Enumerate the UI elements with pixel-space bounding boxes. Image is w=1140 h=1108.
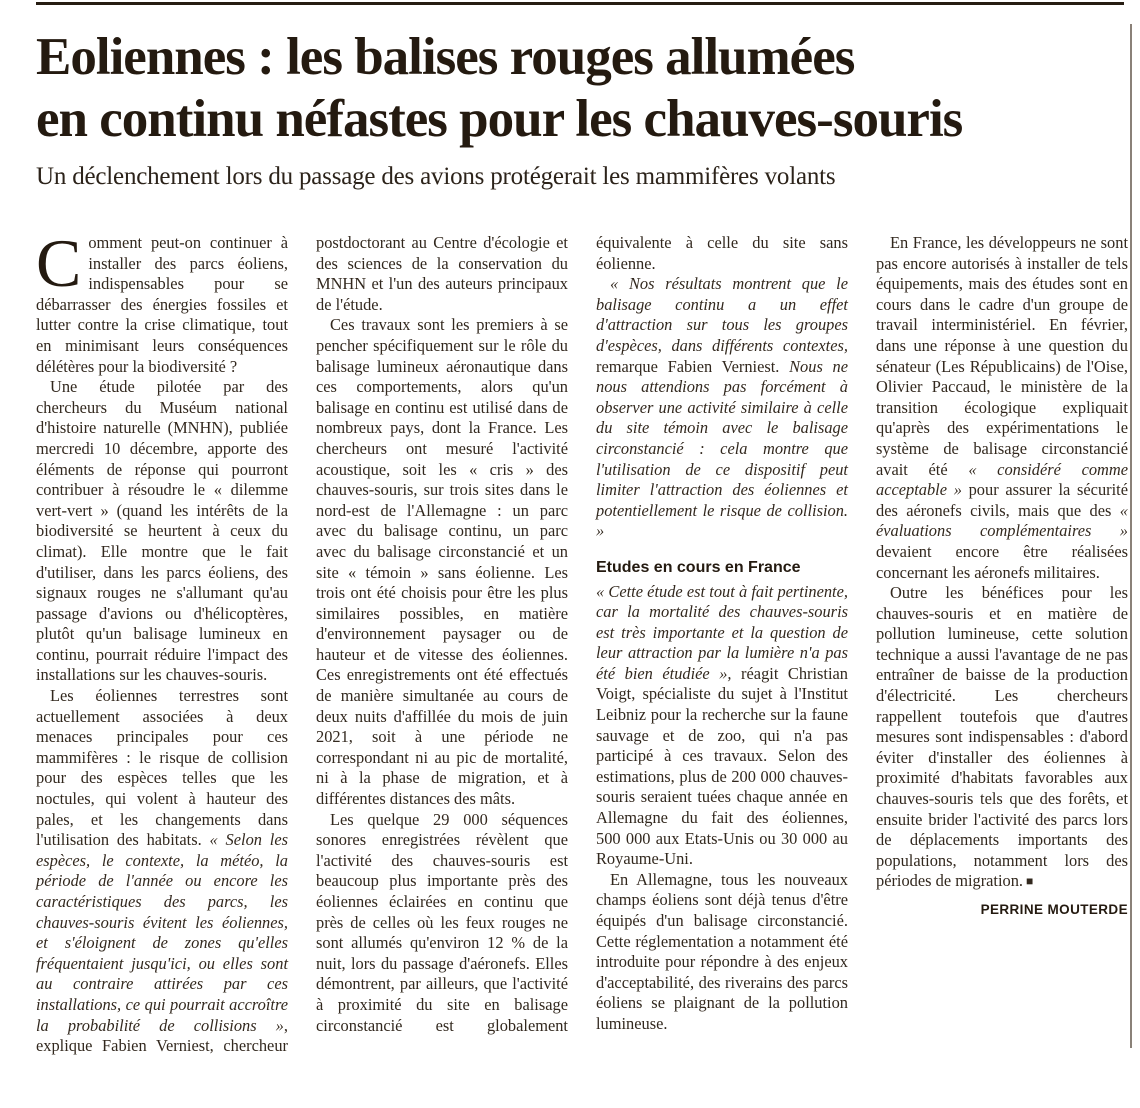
article bbox=[36, 0, 1128, 1075]
article-subtitle: Un déclenchement lors du passage des avions protégerait les mammifères volants bbox=[36, 163, 836, 190]
body-text: , explique Fabien Verniest, chercheur postdoctorant au Centre d'écologie et des sciences de la conservation du MNHN et l'un des auteurs principaux de l'étude. bbox=[36, 233, 568, 1056]
end-mark: ■ bbox=[1026, 874, 1034, 889]
body-text: pour assurer la sécurité des aéronefs civils, mais que des bbox=[876, 480, 1128, 520]
quote-text: « Cette étude est tout à fait pertinente, car la mortalité des chauves-souris est très importante et la question de leur attraction par la lumière n'a pas été bien étudiée », bbox=[596, 581, 848, 683]
column-divider-rule bbox=[1130, 24, 1132, 1048]
body-text: Les quelque 29 000 séquences sonores enregistrées révèlent que l'activité des chauves-souris est beaucoup plus importante près des éoliennes éclairées en continu que près de celles où les feux rouges ne sont allumés qu'environ 12 % de la nuit, lors du passage d'aéronefs. Elles démontrent, par ailleurs, que l'activité à proximité du site en balisage circonstancié est globalement équivalente à celle du site sans éolienne. bbox=[316, 233, 848, 1035]
article-title-line-2: en continu néfastes pour les chauves-souris bbox=[36, 90, 963, 148]
body-text: En France, les développeurs ne sont pas encore autorisés à installer de tels équipements, mais des études sont en cours dans le cadre d'un groupe de travail interministériel. En février, dans une réponse à une question du sénateur (Les Républicains) de l'Oise, Olivier Paccaud, le ministère de la transition écologique expliquait qu'après des expérimentations le système de balisage circonstancié avait été bbox=[876, 233, 1128, 479]
body-text: réagit Christian Voigt, spécialiste du sujet à l'Institut Leibniz pour la recherche sur la faune sauvage et de zoo, qui n'a pas participé à ces travaux. Selon des estimations, plus de 200 000 chauves-souris seraient tuées chaque année en Allemagne du fait des éoliennes, 500 000 aux Etats-Unis ou 30 000 au Royaume-Uni. bbox=[596, 663, 848, 869]
paragraph bbox=[596, 274, 848, 542]
paragraph bbox=[876, 583, 1128, 892]
paragraph bbox=[36, 225, 288, 377]
body-text: Une étude pilotée par des chercheurs du Muséum national d'histoire naturelle (MNHN), publiée mercredi 10 décembre, apporte des éléments de réponse qui pourront contribuer à résoudre le « dilemme vert-vert » (quand les intérêts de la biodiversité se heurtent à ceux du climat). Elle montre que le fait d'utiliser, dans les parcs éoliens, des signaux rouges ne s'allumant qu'au passage d'avions ou d'hélicoptères, plutôt qu'un balisage lumineux en continu, pourrait réduire l'impact des installations sur les chauves-souris. bbox=[36, 377, 288, 685]
paragraph bbox=[36, 377, 288, 686]
body-text: Les éoliennes terrestres sont actuellement associées à deux menaces principales pour ces mammifères : le risque de collision pour des espèces telles que les noctules, qui volent à hauteur des pales, et les changements dans l'utilisation des habitats. bbox=[36, 686, 288, 850]
body-text: omment peut-on continuer à installer des parcs éoliens, indispensables pour se débarrasser des énergies fossiles et lutter contre la crise climatique, tout en minimisant leurs conséquences délétères pour la biodiversité ? bbox=[36, 233, 288, 376]
byline-author: PERRINE MOUTERDE bbox=[980, 902, 1128, 917]
paragraph bbox=[596, 870, 848, 1035]
body-text: devaient encore être réalisées concernant les aéronefs militaires. bbox=[876, 541, 1128, 582]
article-title bbox=[36, 26, 1128, 150]
quote-text: « Selon les espèces, le contexte, la météo, la période de l'année ou encore les caractéristiques des parcs, les chauves-souris évitent les éoliennes, et s'éloignent de zones qu'elles fréquentaient jusqu'ici, ou elles sont au contraire attirées par ces installations, ce qui pourrait accroître la probabilité de collisions » bbox=[36, 830, 289, 1035]
article-body bbox=[36, 225, 1128, 1075]
body-text: Ces travaux sont les premiers à se pencher spécifiquement sur le rôle du balisage lumineux aéronautique dans ces comportements, alors qu'un balisage en continu est utilisé dans de nombreux pays, dont la France. Les chercheurs ont mesuré l'activité acoustique, soit les « cris » des chauves-souris, sur trois sites dans le nord-est de l'Allemagne : un parc avec du balisage continu, un parc avec du balisage circonstancié et un site « témoin » sans éolienne. Les trois ont été choisis pour être les plus similaires possibles, en matière d'environnement paysager ou de hauteur et de vitesse des éoliennes. Ces enregistrements ont été effectués de manière simultanée au cours de deux nuits d'affillée du mois de juin 2021, soit à une période ne correspondant ni au pic de mortalité, ni à la phase de migration, et à différentes distances des mâts. bbox=[316, 315, 568, 809]
body-text: Outre les bénéfices pour les chauves-souris et en matière de pollution lumineuse, cette solution technique a aussi l'avantage de ne pas entraîner de baisse de la production d'électricité. Les chercheurs rappellent toutefois que d'autres mesures sont indispensables : d'abord éviter d'installer des éoliennes à proximité d'habitats favorables aux chauves-souris tels que des forêts, et ensuite brider l'activité des parcs lors de déplacements importants des populations, notamment lors des périodes de migration. bbox=[876, 583, 1128, 891]
quote-text: « évaluations complémentaires » bbox=[876, 500, 1128, 541]
article-title-line-1: Eoliennes : les balises rouges allumées bbox=[36, 28, 855, 86]
section-subhead: Etudes en cours en France bbox=[596, 558, 801, 576]
body-text: remarque Fabien Verniest. bbox=[596, 356, 790, 376]
paragraph bbox=[316, 315, 568, 809]
quote-text: « considéré comme acceptable » bbox=[876, 459, 1128, 500]
paragraph bbox=[876, 233, 1128, 583]
quote-text: « Nos résultats montrent que le balisage continu a un effet d'attraction sur tous les groupes d'espèces, dans différents contextes, bbox=[596, 274, 848, 355]
paragraph bbox=[596, 582, 848, 870]
quote-text: Nous ne nous attendions pas forcément à observer une activité similaire à celle du site témoin avec le balisage circonstancié : cela montre que l'utilisation de ce dispositif peut limiter l'attraction des éoliennes et potentiellement le risque de collision. » bbox=[596, 356, 849, 541]
drop-cap: C bbox=[36, 225, 82, 301]
body-text: En Allemagne, tous les nouveaux champs éoliens sont déjà tenus d'être équipés d'un balisage circonstancié. Cette réglementation a notamment été introduite pour répondre à des enjeux d'acceptabilité, des riverains des parcs éoliens se plaignant de la pollution lumineuse. bbox=[596, 869, 848, 1033]
